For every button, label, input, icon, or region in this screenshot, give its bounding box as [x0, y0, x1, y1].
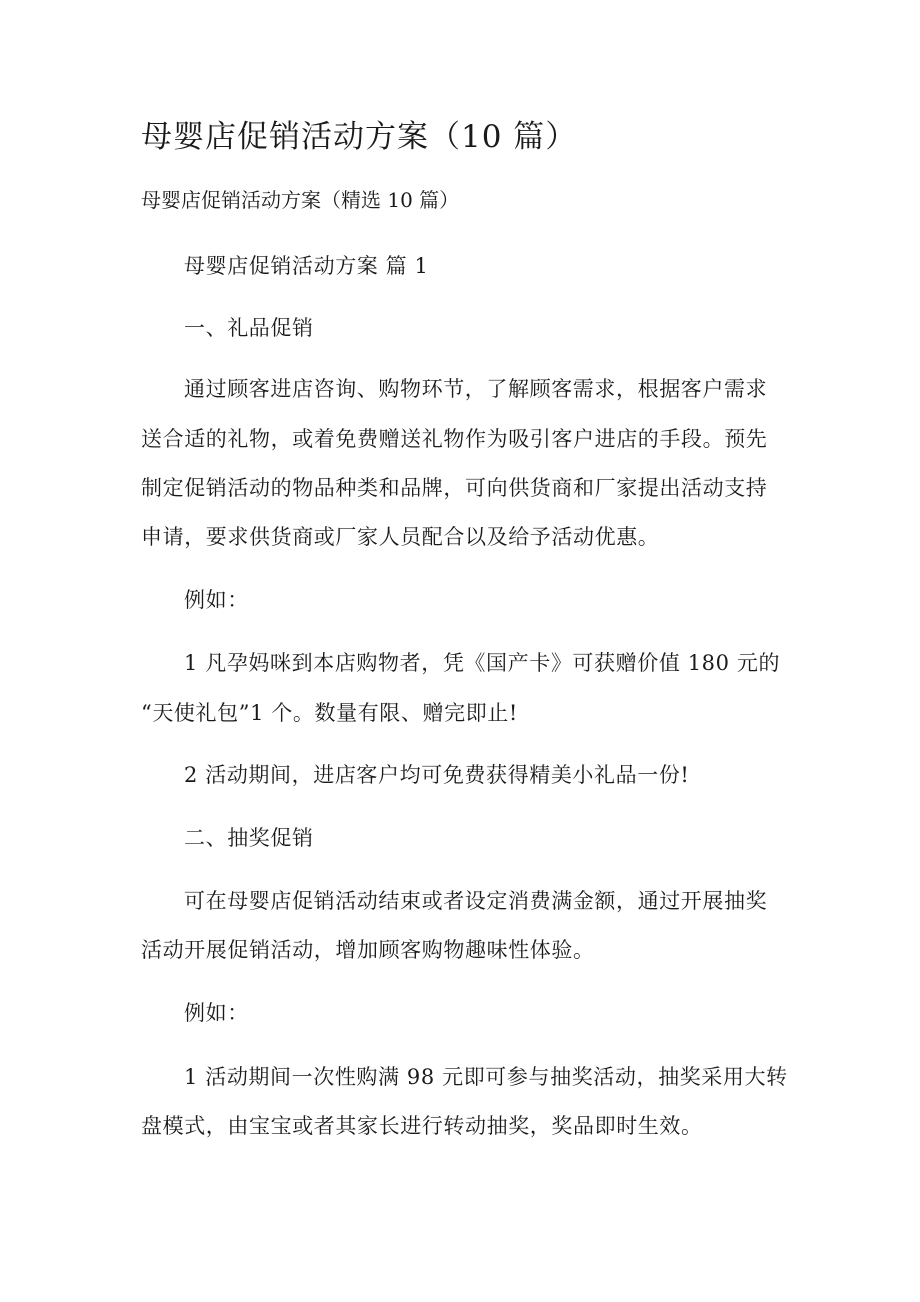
- list-item-line: 盘模式，由宝宝或者其家长进行转动抽奖，奖品即时生效。: [141, 1114, 703, 1138]
- heading-lottery-promotion: 二、抽奖促销: [184, 826, 314, 850]
- paragraph-line: 可在母婴店促销活动结束或者设定消费满金额，通过开展抽奖: [184, 889, 768, 913]
- heading-gift-promotion: 一、礼品促销: [184, 316, 314, 340]
- section-title: 母婴店促销活动方案 篇 1: [184, 254, 429, 278]
- paragraph-line: 制定促销活动的物品种类和品牌，可向供货商和厂家提出活动支持: [141, 476, 768, 500]
- example-label: 例如：: [184, 588, 249, 612]
- paragraph-line: 通过顾客进店咨询、购物环节，了解顾客需求，根据客户需求: [184, 377, 768, 401]
- list-item-line: 2 活动期间，进店客户均可免费获得精美小礼品一份!: [184, 763, 690, 787]
- paragraph-line: 活动开展促销活动，增加顾客购物趣味性体验。: [141, 938, 595, 962]
- document-subtitle: 母婴店促销活动方案（精选 10 篇）: [141, 188, 460, 212]
- list-item-line: 1 活动期间一次性购满 98 元即可参与抽奖活动，抽奖采用大转: [184, 1065, 788, 1089]
- paragraph-line: 申请，要求供货商或厂家人员配合以及给予活动优惠。: [141, 525, 660, 549]
- list-item-line: “天使礼包”1 个。数量有限、赠完即止!: [141, 701, 518, 725]
- example-label: 例如：: [184, 1001, 249, 1025]
- document-title: 母婴店促销活动方案（10 篇）: [141, 119, 578, 155]
- list-item-line: 1 凡孕妈咪到本店购物者，凭《国产卡》可获赠价值 180 元的: [184, 651, 781, 675]
- paragraph-line: 送合适的礼物，或着免费赠送礼物作为吸引客户进店的手段。预先: [141, 427, 768, 451]
